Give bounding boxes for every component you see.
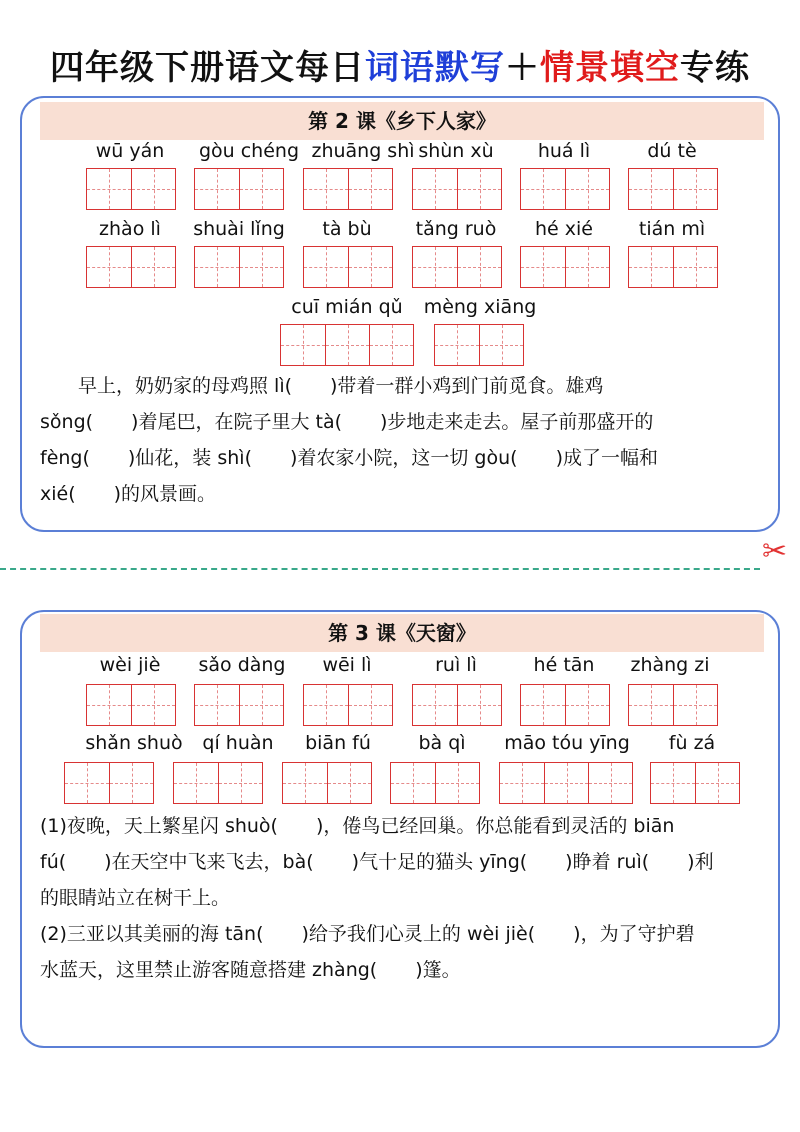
writing-grid[interactable] xyxy=(499,762,633,804)
pinyin: tà bù xyxy=(322,218,372,240)
writing-grid[interactable] xyxy=(194,684,284,726)
pinyin: cuī mián qǔ xyxy=(291,296,403,318)
fill-in-paragraph xyxy=(40,368,764,512)
paragraph-line: (2)三亚以其美丽的海 tān( )给予我们心灵上的 wèi jiè( )，为了守护碧 xyxy=(40,923,695,945)
lesson-3-heading: 第 3 课《天窗》 xyxy=(40,614,764,652)
pinyin: dú tè xyxy=(647,140,697,162)
pinyin: biān fú xyxy=(305,732,371,754)
cut-line xyxy=(0,568,760,570)
title-part-2: 词语默写 xyxy=(365,48,505,88)
writing-grid[interactable] xyxy=(412,246,502,288)
writing-grid[interactable] xyxy=(628,168,718,210)
writing-grid[interactable] xyxy=(194,168,284,210)
fill-in-paragraph xyxy=(40,808,764,988)
title-part-5: 专练 xyxy=(680,48,750,88)
pinyin: bà qì xyxy=(418,732,466,754)
pinyin: ruì lì xyxy=(435,654,477,676)
writing-grid[interactable] xyxy=(303,168,393,210)
writing-grid[interactable] xyxy=(303,246,393,288)
paragraph-line: (1)夜晚，天上繁星闪 shuò( )，倦鸟已经回巢。你总能看到灵活的 biān xyxy=(40,815,675,837)
pinyin: hé tān xyxy=(533,654,595,676)
pinyin: mèng xiāng xyxy=(423,296,537,318)
paragraph-line: sǒng( )着尾巴，在院子里大 tà( )步地走来走去。屋子前那盛开的 xyxy=(40,411,654,433)
writing-grid[interactable] xyxy=(86,246,176,288)
lesson-3-card xyxy=(20,610,780,1048)
writing-grid[interactable] xyxy=(520,246,610,288)
pinyin: wēi lì xyxy=(322,654,372,676)
pinyin: fù zá xyxy=(668,732,716,754)
pinyin: gòu chéng xyxy=(198,140,300,162)
writing-grid[interactable] xyxy=(282,762,372,804)
writing-grid[interactable] xyxy=(412,684,502,726)
scissors-icon: ✂ xyxy=(762,534,788,569)
paragraph-line: fú( )在天空中飞来飞去，bà( )气十足的猫头 yīng( )睁着 ruì( )利 xyxy=(40,851,714,873)
writing-grid[interactable] xyxy=(628,246,718,288)
title-part-4: 情景填空 xyxy=(540,48,680,88)
page-title xyxy=(0,40,800,89)
pinyin: zhàng zi xyxy=(630,654,710,676)
writing-grid[interactable] xyxy=(86,684,176,726)
pinyin: tián mì xyxy=(638,218,706,240)
pinyin: wū yán xyxy=(95,140,165,162)
writing-grid[interactable] xyxy=(390,762,480,804)
writing-grid[interactable] xyxy=(173,762,263,804)
pinyin: shùn xù xyxy=(418,140,494,162)
writing-grid[interactable] xyxy=(64,762,154,804)
pinyin: shuài lǐng xyxy=(193,218,285,240)
lesson-2-heading: 第 2 课《乡下人家》 xyxy=(40,102,764,140)
writing-grid[interactable] xyxy=(434,324,524,366)
paragraph-line: fèng( )仙花，装 shì( )着农家小院，这一切 gòu( )成了一幅和 xyxy=(40,447,658,469)
writing-grid[interactable] xyxy=(194,246,284,288)
writing-grid[interactable] xyxy=(520,684,610,726)
pinyin: hé xié xyxy=(535,218,593,240)
lesson-2-card xyxy=(20,96,780,532)
pinyin: tǎng ruò xyxy=(415,218,497,240)
writing-grid[interactable] xyxy=(303,684,393,726)
writing-grid[interactable] xyxy=(280,324,414,366)
pinyin: māo tóu yīng xyxy=(504,732,630,754)
paragraph-line: 水蓝天，这里禁止游客随意搭建 zhàng( )篷。 xyxy=(40,959,461,981)
writing-grid[interactable] xyxy=(520,168,610,210)
pinyin: zhào lì xyxy=(99,218,161,240)
writing-grid[interactable] xyxy=(650,762,740,804)
pinyin: sǎo dàng xyxy=(198,654,286,676)
pinyin: shǎn shuò xyxy=(85,732,183,754)
pinyin: wèi jiè xyxy=(99,654,161,676)
pinyin: qí huàn xyxy=(202,732,274,754)
writing-grid[interactable] xyxy=(628,684,718,726)
pinyin: huá lì xyxy=(537,140,591,162)
title-part-3: ＋ xyxy=(505,48,540,88)
paragraph-line: 的眼睛站立在树干上。 xyxy=(40,887,231,909)
writing-grid[interactable] xyxy=(86,168,176,210)
title-part-1: 四年级下册语文每日 xyxy=(50,48,365,88)
pinyin: zhuāng shì xyxy=(311,140,415,162)
writing-grid[interactable] xyxy=(412,168,502,210)
paragraph-line: 早上，奶奶家的母鸡照 lì( )带着一群小鸡到门前觅食。雄鸡 xyxy=(40,375,604,397)
paragraph-line: xié( )的风景画。 xyxy=(40,483,217,505)
